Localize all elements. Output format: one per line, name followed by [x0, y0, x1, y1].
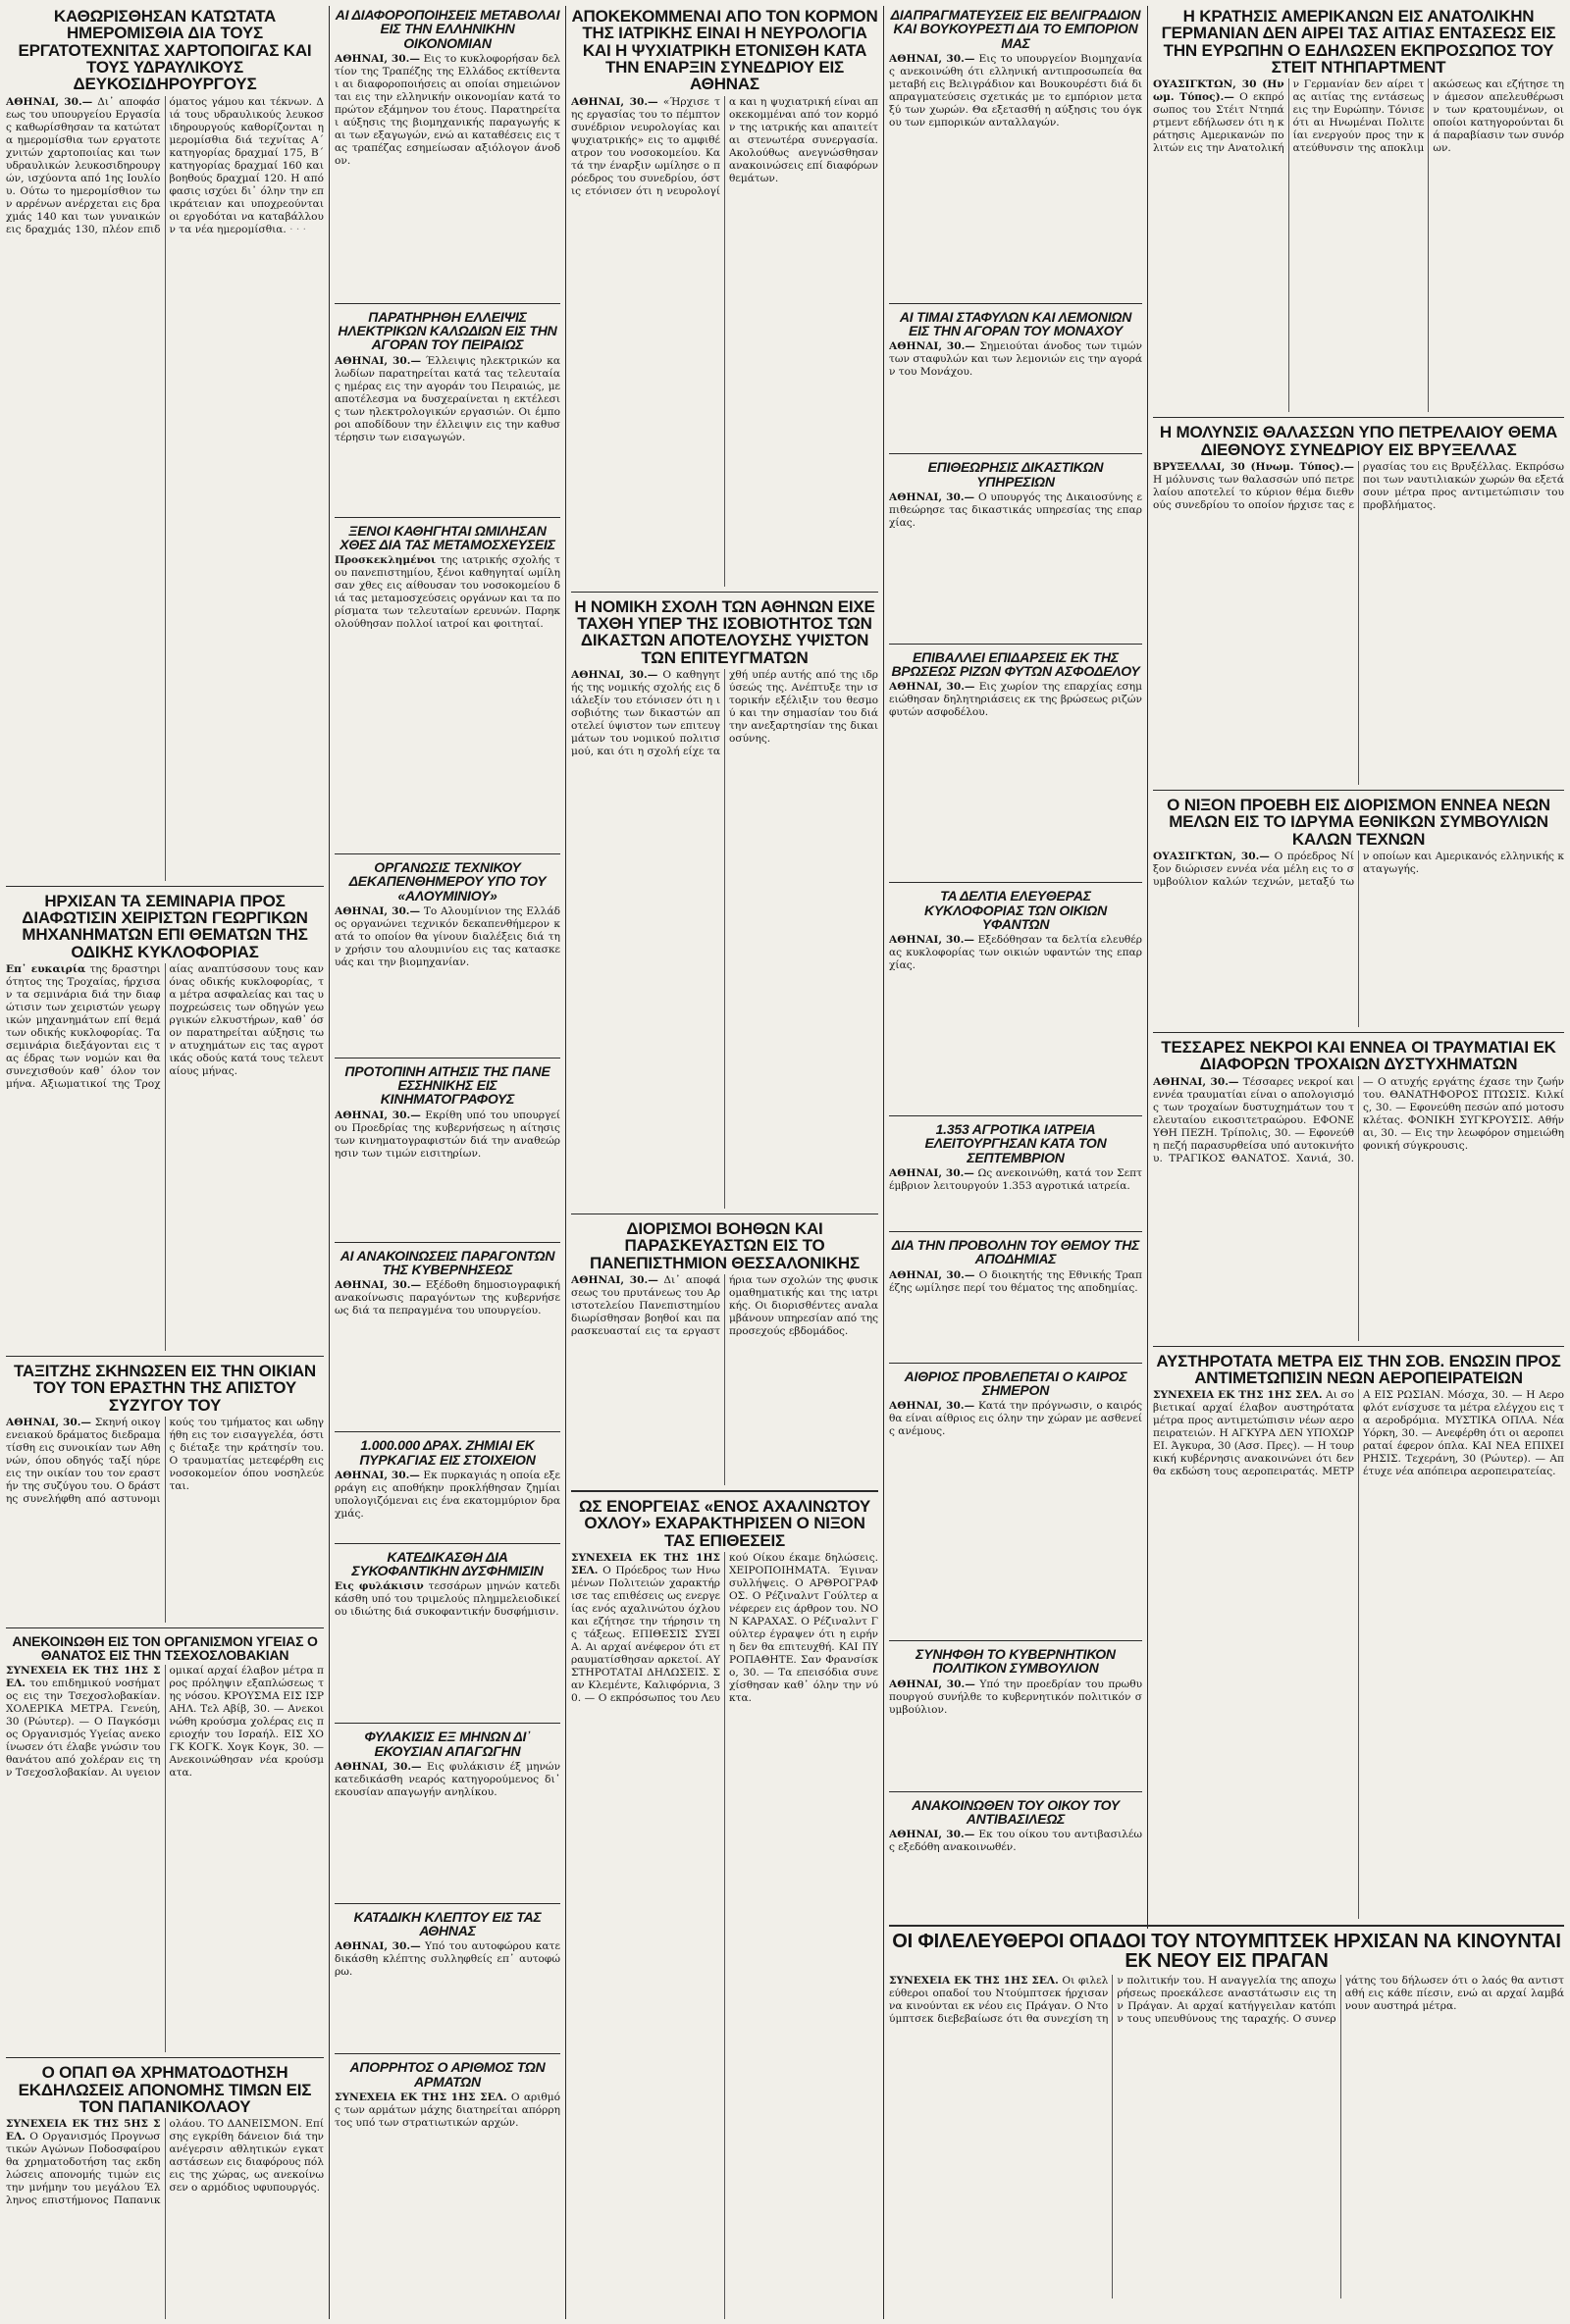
headline: ΦΥΛΑΚΙΣΙΣ ΕΞ ΜΗΝΩΝ ΔΙ᾽ ΕΚΟΥΣΙΑΝ ΑΠΑΓΩΓΗΝ	[364, 1729, 531, 1759]
article-nixon-arts	[1153, 795, 1564, 1027]
article-regent	[889, 1796, 1142, 1919]
headline: ΠΑΡΑΤΗΡΗΘΗ ΕΛΛΕΙΨΙΣ ΗΛΕΚΤΡΙΚΩΝ ΚΑΛΩΔΙΩΝ ΕΙΣ ΤΗΝ ΑΓΟΡΑΝ ΤΟΥ ΠΕΙΡΑΙΩΣ	[338, 308, 557, 353]
article-cables	[335, 308, 560, 512]
article-body: ΑΘΗΝΑΙ, 30.— Τέσσαρες νεκροί και εννέα τραυματίαι είναι ο απολογισμός των τροχαίων δυστυχημάτων του τελευταίου εικοσιτετραώρου. ΕΦΟΝΕΥΘΗ ΠΕΖΗ. Τρίπολις, 30. — Εφονεύθη πεζή παρασυρθείσα υπό αυτοκινήτου. ΤΡΑΓΙΚΟΣ ΘΑΝΑΤΟΣ. Χανιά, 30. — Ο ατυχής εργάτης έχασε την ζωήν του. ΘΑΝΑΤΗΦΟΡΟΣ ΠΤΩΣΙΣ. Κιλκίς, 30. — Εφονεύθη πεσών από μοτοσυκλέτας. ΦΟΝΙΚΗ ΣΥΓΚΡΟΥΣΙΣ. Αθήναι, 30. — Εις την λεωφόρον σημειώθη φονική σύγκρουσις.	[1153, 1075, 1564, 1164]
article-body: ΑΘΗΝΑΙ, 30.— Υπό την προεδρίαν του πρωθυπουργού συνήλθε το κυβερνητικόν πολιτικόν συμβούλιον.	[889, 1678, 1142, 1716]
article-body: ΑΘΗΝΑΙ, 30.— Εις το κυκλοφορήσαν δελτίον της Τραπέζης της Ελλάδος εκτίθενται αι διαφοροποιήσεις αι οποίαι σημειώνονται εις την ελληνικήν οικονομίαν κατά το πρώτον εξάμηνον του έτους. Παρατηρείται αύξησις της βιομηχανικής παραγωγής και των εξαγωγών, ενώ αι καταθέσεις εις τας τραπέζας εσημείωσαν αξιόλογον άνοδον.	[335, 52, 560, 167]
article-body: ΑΘΗΝΑΙ, 30.— Κατά την πρόγνωσιν, ο καιρός θα είναι αίθριος εις όλην την χώραν με ασθενείς ανέμους.	[889, 1400, 1142, 1438]
article-body: ΣΥΝΕΧΕΙΑ ΕΚ ΤΗΣ 1ΗΣ ΣΕΛ. Ο Πρόεδρος των Ηνωμένων Πολιτειών χαρακτήρισε τας επιθέσεις ως ενεργείας ενός αχαλινώτου όχλου και εζήτησε την τήρησιν της τάξεως. ΕΠΙΘΕΣΙΣ ΣΥΞΙΑ. Αι αρχαί ανέφερον ότι ετραυματίσθησαν αρκετοί. ΑΥΣΤΗΡΟΤΑΤΑΙ ΔΗΛΩΣΕΙΣ. Σαν Κλεμέντε, Καλιφόρνια, 30. — Ο εκπρόσωπος του Λευκού Οίκου έκαμε δηλώσεις. ΧΕΙΡΟΠΟΙΗΜΑΤΑ. Έγιναν συλλήψεις. Ο ΑΡΘΡΟΓΡΑΦΟΣ. Ο Ρέζιναλντ Γούλτερ ανέφερεν εις άρθρον του. ΝΟΝ ΚΑΡΑΧΑΣ. Ο Ρέζιναλντ Γούλτερ έγραψεν ότι η ειρήνη δεν θα επιτευχθή. ΚΑΙ ΠΥΡΟΠΑΘΗΤΕ. Σαν Φρανσίσκο, 30. — Τα επεισόδια συνεχίσθησαν καθ᾽ όλην την νύκτα.	[571, 1551, 878, 1704]
headline: ΕΠΙΒΑΛΛΕΙ ΕΠΙΔΑΡΣΕΙΣ ΕΚ ΤΗΣ ΒΡΩΣΕΩΣ ΡΙΖΩΝ ΦΥΤΩΝ ΑΣΦΟΔΕΛΟΥ	[891, 648, 1140, 680]
article-body: ΑΘΗΝΑΙ, 30.— Εκ πυρκαγιάς η οποία εξερράγη εις αποθήκην προκλήθησαν ζημίαι υπολογιζόμεναι εις ένα εκατομμύριον δραχμάς.	[335, 1469, 560, 1520]
article-body: ΣΥΝΕΧΕΙΑ ΕΚ ΤΗΣ 1ΗΣ ΣΕΛ. Ο αριθμός των αρμάτων μάχης διατηρείται απόρρητος υπό των στρατιωτικών αρχών.	[335, 2091, 560, 2129]
headline: ΟΙ ΦΙΛΕΛΕΥΘΕΡΟΙ ΟΠΑΔΟΙ ΤΟΥ ΝΤΟΥΜΠΤΣΕΚ ΗΡΧΙΣΑΝ ΝΑ ΚΙΝΟΥΝΤΑΙ ΕΚ ΝΕΟΥ ΕΙΣ ΠΡΑΓΑΝ	[892, 1931, 1561, 1973]
article-grapes-lemons	[889, 308, 1142, 449]
headline: ΑΠΟΚΕΚΟΜΜΕΝΑΙ ΑΠΟ ΤΟΝ ΚΟΡΜΟΝ ΤΗΣ ΙΑΤΡΙΚΗΣ ΕΙΝΑΙ Η ΝΕΥΡΟΛΟΓΙΑ ΚΑΙ Η ΨΥΧΙΑΤΡΙΚΗ ΕΤΟΝΙΣΘΗ ΚΑΤΑ ΤΗΝ ΕΝΑΡΞΙΝ ΣΥΝΕΔΡΙΟΥ ΕΙΣ ΑΘΗΝΑΣ	[571, 7, 878, 94]
article-body: ΒΡΥΞΕΛΛΑΙ, 30 (Ηνωμ. Τύπος).— Η μόλυνσις των θαλασσών υπό πετρελαίου αποτελεί το κύριον θέμα διεθνούς συνεδρίου το οποίον ήρχισε τας εργασίας του εις Βρυξέλλας. Εκπρόσωποι των ναυτιλιακών χωρών θα εξετάσουν μέτρα προς αντιμετώπισιν του προβλήματος.	[1153, 460, 1564, 511]
headline: ΑΙΘΡΙΟΣ ΠΡΟΒΛΕΠΕΤΑΙ Ο ΚΑΙΡΟΣ ΣΗΜΕΡΟΝ	[904, 1368, 1127, 1398]
article-body: ΑΘΗΝΑΙ, 30.— Ως ανεκοινώθη, κατά τον Σεπτέμβριον λειτουργούν 1.353 αγροτικά ιατρεία.	[889, 1166, 1142, 1192]
article-body: ΑΘΗΝΑΙ, 30.— Εις χωρίον της επαρχίας εσημειώθησαν δηλητηριάσεις εκ της βρώσεως ριζών φυτών ασφοδέλου.	[889, 681, 1142, 719]
article-body: ΑΘΗΝΑΙ, 30.— Ο διοικητής της Εθνικής Τραπέζης ωμίλησε περί του θέματος της αποδημίας.	[889, 1268, 1142, 1294]
article-body: Προσκεκλημένοι της ιατρικής σχολής του πανεπιστημίου, ξένοι καθηγηταί ωμίλησαν χθες εις αίθουσαν του νοσοκομείου διά τας μεταμοσχεύσεις οργάνων και τα πορίσματα των τελευταίων ερευνών. Παρηκολούθησαν πολλοί ιατροί και φοιτηταί.	[335, 554, 560, 631]
article-law-school	[571, 596, 878, 1209]
headline: Η ΝΟΜΙΚΗ ΣΧΟΛΗ ΤΩΝ ΑΘΗΝΩΝ ΕΙΧΕ ΤΑΧΘΗ ΥΠΕΡ ΤΗΣ ΙΣΟΒΙΟΤΗΤΟΣ ΤΩΝ ΔΙΚΑΣΤΩΝ ΑΠΟΤΕΛΟΥΣΗΣ ΥΨΙΣΤΟΝ ΤΩΝ ΕΠΙΤΕΥΓΜΑΤΩΝ	[574, 596, 875, 667]
article-body: ΑΘΗΝΑΙ, 30.— «Ήρχισε της εργασίας του το πέμπτον συνέδριον νευρολογίας και ψυχιατρικής» εις το αμφιθέατρον του νοσοκομείου. Κατά την έναρξιν ωμίλησε ο πρόεδρος του συνεδρίου, όστις ετόνισεν ότι η νευρολογία και η ψυχιατρική είναι αποκεκομμέναι από τον κορμόν της ιατρικής και απαιτείται στενωτέρα συνεργασία. Ακολούθως ανεγνώσθησαν ανακοινώσεις επί διαφόρων θεμάτων.	[571, 95, 878, 197]
article-economy	[335, 6, 560, 298]
article-hijackings	[1153, 1351, 1564, 1919]
headline: ΚΑΤΕΔΙΚΑΣΘΗ ΔΙΑ ΣΥΚΟΦΑΝΤΙΚΗΝ ΔΥΣΦΗΜΙΣΙΝ	[351, 1548, 544, 1579]
article-abduction	[335, 1728, 560, 1898]
article-body: Εις φυλάκισιν τεσσάρων μηνών κατεδικάσθη υπό του τριμελούς πλημμελειοδικείου ιδιώτης διά συκοφαντικήν δυσφήμισιν.	[335, 1580, 560, 1619]
article-university-appointments	[571, 1218, 878, 1485]
headline: ΑΥΣΤΗΡΟΤΑΤΑ ΜΕΤΡΑ ΕΙΣ ΤΗΝ ΣΟΒ. ΕΝΩΣΙΝ ΠΡΟΣ ΑΝΤΙΜΕΤΩΠΙΣΙΝ ΝΕΩΝ ΑΕΡΟΠΕΙΡΑΤΕΙΩΝ	[1156, 1351, 1561, 1387]
article-fire	[335, 1436, 560, 1538]
headline: ΑΝΕΚΟΙΝΩΘΗ ΕΙΣ ΤΟΝ ΟΡΓΑΝΙΣΜΟΝ ΥΓΕΙΑΣ Ο ΘΑΝΑΤΟΣ ΕΙΣ ΤΗΝ ΤΣΕΧΟΣΛΟΒΑΚΙΑΝ	[12, 1632, 318, 1664]
article-who-cholera	[6, 1632, 324, 2053]
article-body: ΑΘΗΝΑΙ, 30.— Σκηνή οικογενειακού δράματος διεδραματίσθη εις συνοικίαν των Αθηνών, όπου οδηγός ταξί ηύρε εις την οικίαν του τον εραστήν της συζύγου του. Ο δράστης συνελήφθη από αστυνομικούς του τμήματος και ωδηγήθη εις τον εισαγγελέα, όστις διέταξε την κράτησίν του. Ο τραυματίας μετεφέρθη εις νοσοκομείον όπου νοσηλεύεται.	[6, 1416, 324, 1505]
article-body: ΑΘΗΝΑΙ, 30.— Εξέδοθη δημοσιογραφική ανακοίνωσις παραγόντων της κυβερνήσεως διά τα πεπραγμένα του υπουργείου.	[335, 1279, 560, 1317]
article-body: ΣΥΝΕΧΕΙΑ ΕΚ ΤΗΣ 5ΗΣ ΣΕΛ. Ο Οργανισμός Προγνωστικών Αγώνων Ποδοσφαίρου θα χρηματοδοτήση τας εκδηλώσεις απονομής τιμών εις την μνήμην του μεγάλου Έλληνος επιστήμονος Παπανικολάου. ΤΟ ΔΑΝΕΙΣΜΟΝ. Επίσης εγκρίθη δάνειον διά την ανέγερσιν αθλητικών εγκαταστάσεων εις διαφόρους πόλεις της χώρας, ως ανεκοίνωσεν ο αρμόδιος υφυπουργός.	[6, 2118, 324, 2207]
article-judicial-inspection	[889, 458, 1142, 639]
column-rule	[883, 6, 884, 2319]
article-nixon-mob	[571, 1496, 878, 2319]
article-body: ΑΘΗΝΑΙ, 30.— Εκ του οίκου του αντιβασιλέως εξεδόθη ανακοινωθέν.	[889, 1829, 1142, 1854]
headline: ΑΙ ΑΝΑΚΟΙΝΩΣΕΙΣ ΠΑΡΑΓΟΝΤΩΝ ΤΗΣ ΚΥΒΕΡΝΗΣΕΩΣ	[340, 1247, 555, 1277]
headline: ΔΙΟΡΙΣΜΟΙ ΒΟΗΘΩΝ ΚΑΙ ΠΑΡΑΣΚΕΥΑΣΤΩΝ ΕΙΣ ΤΟ ΠΑΝΕΠΙΣΤΗΜΙΟΝ ΘΕΣΣΑΛΟΝΙΚΗΣ	[589, 1218, 861, 1272]
article-tanks	[335, 2058, 560, 2288]
article-weather	[889, 1368, 1142, 1636]
article-oil-pollution	[1153, 422, 1564, 785]
column-rule	[565, 6, 566, 2319]
article-body: ΑΘΗΝΑΙ, 30.— Σημειούται άνοδος των τιμών των σταφυλών και των λεμονιών εις την αγοράν του Μονάχου.	[889, 340, 1142, 379]
article-body: ΟΥΑΣΙΓΚΤΩΝ, 30.— Ο πρόεδρος Νίξον διώρισεν εννέα νέα μέλη εις το συμβούλιον καλών τεχνών, μεταξύ των οποίων και Αμερικανός ελληνικής καταγωγής.	[1153, 850, 1564, 888]
column-3	[571, 6, 878, 2319]
article-neurology	[571, 6, 878, 587]
headline: ΑΙ ΔΙΑΦΟΡΟΠΟΙΗΣΕΙΣ ΜΕΤΑΒΟΛΑΙ ΕΙΣ ΤΗΝ ΕΛΛΗΝΙΚΗΝ ΟΙΚΟΝΟΜΙΑΝ	[335, 7, 560, 51]
article-body: ΑΘΗΝΑΙ, 30.— Έλλειψις ηλεκτρικών καλωδίων παρατηρείται κατά τας τελευταίας ημέρας εις την αγοράν του Πειραιώς, με αποτέλεσμα να δυσχεραίνεται η εκτέλεσις των ηλεκτρολογικών εργασιών. Οι έμποροι αποδίδουν την έλλειψιν εις την καθυστέρησιν των εισαγωγών.	[335, 354, 560, 443]
headline: ΠΡΟΤΟΠΙΝΗ ΑΙΤΗΣΙΣ ΤΗΣ ΠΑΝΕ ΕΣΣΗΝΙΚΗΣ ΕΙΣ ΚΙΝΗΜΑΤΟΓΡΑΦΟΥΣ	[344, 1062, 550, 1108]
column-rule	[329, 6, 330, 2319]
column-2	[335, 6, 560, 2319]
headline: ΗΡΧΙΣΑΝ ΤΑ ΣΕΜΙΝΑΡΙΑ ΠΡΟΣ ΔΙΑΦΩΤΙΣΙΝ ΧΕΙΡΙΣΤΩΝ ΓΕΩΡΓΙΚΩΝ ΜΗΧΑΝΗΜΑΤΩΝ ΕΠΙ ΘΕΜΑΤΩΝ ΤΗΣ ΟΔΙΚΗΣ ΚΥΚΛΟΦΟΡΙΑΣ	[22, 891, 308, 961]
article-rural-clinics	[889, 1120, 1142, 1226]
article-negotiations	[889, 6, 1142, 298]
article-thief	[335, 1908, 560, 2049]
article-body: ΑΘΗΝΑΙ, 30.— Υπό του αυτοφώρου κατεδικάσθη κλέπτης συλληφθείς επ᾽ αυτοφώρω.	[335, 1940, 560, 1979]
headline: 1.353 ΑΓΡΟΤΙΚΑ ΙΑΤΡΕΙΑ ΕΛΕΙΤΟΥΡΓΗΣΑΝ ΚΑΤΑ ΤΟΝ ΣΕΠΤΕΜΒΡΙΟΝ	[924, 1121, 1107, 1165]
article-body: ΣΥΝΕΧΕΙΑ ΕΚ ΤΗΣ 1ΗΣ ΣΕΛ. Αι σοβιετικαί αρχαί έλαβον αυστηρότατα μέτρα προς αντιμετώπισιν νέων αεροπειρατειών. Η ΑΓΚΥΡΑ ΔΕΝ ΥΠΟΧΩΡΕΙ. Άγκυρα, 30 (Ασσ. Πρες). — Η τουρκική κυβέρνησις ανακοινώνει ότι δεν θα εκδώση τους αεροπειρατάς. ΜΕΤΡΑ ΕΙΣ ΡΩΣΙΑΝ. Μόσχα, 30. — Η Αεροφλότ ενίσχυσε τα μέτρα ελέγχου εις τα αεροδρόμια. ΜΥΣΤΙΚΑ ΟΠΛΑ. Νέα Υόρκη, 30. — Ανεφέρθη ότι οι αεροπειραταί έφερον όπλα. ΚΑΙ ΝΕΑ ΕΠΙΧΕΙΡΗΣΙΣ. Τεχεράνη, 30 (Ρώυτερ). — Απέτυχε νέα απόπειρα αεροπειρατείας.	[1153, 1389, 1564, 1478]
article-taxi-driver	[6, 1361, 324, 1623]
article-asphodel	[889, 648, 1142, 878]
headline: ΣΥΝΗΦΘΗ ΤΟ ΚΥΒΕΡΝΗΤΙΚΟΝ ΠΟΛΙΤΙΚΟΝ ΣΥΜΒΟΥΛΙΟΝ	[916, 1646, 1116, 1677]
headline: Ο ΝΙΞΟΝ ΠΡΟΕΒΗ ΕΙΣ ΔΙΟΡΙΣΜΟΝ ΕΝΝΕΑ ΝΕΩΝ ΜΕΛΩΝ ΕΙΣ ΤΟ ΙΔΡΥΜΑ ΕΘΝΙΚΩΝ ΣΥΜΒΟΥΛΙΩΝ ΚΑΛΩΝ ΤΕΧΝΩΝ	[1167, 795, 1550, 849]
headline: ΞΕΝΟΙ ΚΑΘΗΓΗΤΑΙ ΩΜΙΛΗΣΑΝ ΧΘΕΣ ΔΙΑ ΤΑΣ ΜΕΤΑΜΟΣΧΕΥΣΕΙΣ	[340, 522, 555, 552]
article-body: ΑΘΗΝΑΙ, 30.— Εξεδόθησαν τα δελτία ελευθέρας κυκλοφορίας των οικιών υφαντών της επαρχίας.	[889, 934, 1142, 972]
article-road-accidents	[1153, 1037, 1564, 1341]
article-body: ΑΘΗΝΑΙ, 30.— Δι᾽ αποφάσεως του υπουργείου Εργασίας καθωρίσθησαν τα κατώτατα ημερομίσθια των εργατοτεχνιτών χαρτοποιίας και των υδραυλικών λευκοσιδηρουργών, ισχύοντα από 1ης Ιουλίου. Ούτω το ημερομίσθιον των αρρένων ανέρχεται εις δραχμάς 140 και των γυναικών εις δραχμάς 130, πλέον επιδόματος γάμου και τέκνων. Διά τους υδραυλικούς λευκοσιδηρουργούς καθορίζονται ημερομίσθια διά τεχνίτας Α΄ κατηγορίας δραχμαί 175, Β΄ κατηγορίας δραχμαί 160 και βοηθούς δραχμαί 120. Η απόφασις ισχύει δι᾽ όλην την επικράτειαν και υποχρεούνται οι εργοδόται να καταβάλλουν τα νέα ημερομίσθια. · · ·	[6, 95, 324, 235]
headline: ΔΙΑ ΤΗΝ ΠΡΟΒΟΛΗΝ ΤΟΥ ΘΕΜΟΥ ΤΗΣ ΑΠΟΔΗΜΙΑΣ	[891, 1236, 1140, 1267]
article-body: ΣΥΝΕΧΕΙΑ ΕΚ ΤΗΣ 1ΗΣ ΣΕΛ. του επιδημικού νοσήματος εις την Τσεχοσλοβακίαν. ΧΟΛΕΡΙΚΑ ΜΕΤΡΑ. Γενεύη, 30 (Ρώυτερ). — Ο Παγκόσμιος Οργανισμός Υγείας ανεκοίνωσεν ότι έλαβε γνώσιν του θανάτου από χολέραν εις την Τσεχοσλοβακίαν. Αι υγειονομικαί αρχαί έλαβον μέτρα προς πρόληψιν εξαπλώσεως της νόσου. ΚΡΟΥΣΜΑ ΕΙΣ ΙΣΡΑΗΛ. Τελ Αβίβ, 30. — Ανεκοινώθη κρούσμα χολέρας εις περιοχήν του Ισραήλ. ΕΙΣ ΧΟΓΚ ΚΟΓΚ. Χογκ Κογκ, 30. — Ανεκοινώθησαν νέα κρούσματα.	[6, 1665, 324, 1780]
headline: ΔΙΑΠΡΑΓΜΑΤΕΥΣΕΙΣ ΕΙΣ ΒΕΛΙΓΡΑΔΙΟΝ ΚΑΙ ΒΟΥΚΟΥΡΕΣΤΙ ΔΙΑ ΤΟ ΕΜΠΟΡΙΟΝ ΜΑΣ	[890, 7, 1141, 51]
headline: Η ΚΡΑΤΗΣΙΣ ΑΜΕΡΙΚΑΝΩΝ ΕΙΣ ΑΝΑΤΟΛΙΚΗΝ ΓΕΡΜΑΝΙΑΝ ΔΕΝ ΑΙΡΕΙ ΤΑΣ ΑΙΤΙΑΣ ΕΝΤΑΣΕΩΣ ΕΙΣ ΤΗΝ ΕΥΡΩΠΗΝ Ο ΕΔΗΛΩΣΕΝ ΕΚΠΡΟΣΩΠΟΣ ΤΟΥ ΣΤΕΙΤ ΝΤΗΠΑΡΤΜΕΝΤ	[1161, 7, 1556, 77]
article-minimum-wages	[6, 6, 324, 881]
article-body: ΑΘΗΝΑΙ, 30.— Δι᾽ αποφάσεως του πρυτάνεως του Αριστοτελείου Πανεπιστημίου διωρίσθησαν βοηθοί και παρασκευασταί εις τα εργαστήρια των σχολών της φυσικομαθηματικής και της ιατρικής. Οι διορισθέντες αναλαμβάνουν υπηρεσίαν από της προσεχούς εβδομάδος.	[571, 1273, 878, 1337]
article-government	[335, 1247, 560, 1427]
article-weavers	[889, 887, 1142, 1110]
article-cinemas	[335, 1062, 560, 1237]
article-body: ΑΘΗΝΑΙ, 30.— Εκρίθη υπό του υπουργείου Προεδρίας της κυβερνήσεως η αίτησις των κινηματογραφιστών διά την αναθεώρησιν των τιμών εισιτηρίων.	[335, 1109, 560, 1160]
article-dubcek	[889, 1925, 1564, 2321]
article-body: ΑΘΗΝΑΙ, 30.— Εις φυλάκισιν έξ μηνών κατεδικάσθη νεαρός κατηγορούμενος δι᾽ εκουσίαν απαγωγήν ανηλίκου.	[335, 1760, 560, 1798]
article-transplants	[335, 522, 560, 850]
column-4	[889, 6, 1142, 1919]
article-council	[889, 1645, 1142, 1786]
headline: ΕΠΙΘΕΩΡΗΣΙΣ ΔΙΚΑΣΤΙΚΩΝ ΥΠΗΡΕΣΙΩΝ	[927, 459, 1104, 490]
headline: ΚΑΤΑΔΙΚΗ ΚΛΕΠΤΟΥ ΕΙΣ ΤΑΣ ΑΘΗΝΑΣ	[353, 1908, 542, 1939]
column-1	[6, 6, 324, 2319]
headline: ΤΑ ΔΕΛΤΙΑ ΕΛΕΥΘΕΡΑΣ ΚΥΚΛΟΦΟΡΙΑΣ ΤΩΝ ΟΙΚΙΩΝ ΥΦΑΝΤΩΝ	[923, 888, 1108, 932]
article-body: Επ᾽ ευκαιρία της δραστηριότητος της Τροχαίας, ήρχισαν τα σεμινάρια διά την διαφώτισιν των χειριστών γεωργικών μηχανημάτων επί θεμάτων οδικής κυκλοφορίας. Τα σεμινάρια διεξάγονται εις τας έδρας των νομών και θα συνεχισθούν καθ᾽ όλον τον μήνα. Αξιωματικοί της Τροχαίας αναπτύσσουν τους κανόνας οδικής κυκλοφορίας, τα μέτρα ασφαλείας και τας υποχρεώσεις των οδηγών γεωργικών ελκυστήρων, καθ᾽ όσον παρατηρείται αύξησις των ατυχημάτων εις τας αγροτικάς οδούς κατά τους τελευταίους μήνας.	[6, 962, 324, 1090]
article-body: ΑΘΗΝΑΙ, 30.— Ο καθηγητής της νομικής σχολής εις διάλεξίν του ετόνισεν ότι η ισοβιότης των δικαστών αποτελεί ύψιστον των επιτευγμάτων του νομικού πολιτισμού, και ότι η σχολή είχε ταχθή υπέρ αυτής από της ιδρύσεώς της. Ανέπτυξε την ιστορικήν εξέλιξιν του θεσμού και την σημασίαν του διά την ανεξαρτησίαν της δικαιοσύνης.	[571, 668, 878, 757]
article-body: ΑΘΗΝΑΙ, 30.— Ο υπουργός της Δικαιοσύνης επιθεώρησε τας δικαστικάς υπηρεσίας της επαρχίας.	[889, 491, 1142, 529]
article-body: ΣΥΝΕΧΕΙΑ ΕΚ ΤΗΣ 1ΗΣ ΣΕΛ. Οι φιλελεύθεροι οπαδοί του Ντούμπτσεκ ήρχισαν να κινούνται εκ νέου εις Πράγαν. Ο Ντούμπτσεκ διεβεβαίωσε ότι θα συνεχίση την πολιτικήν του. Η αναγγελία της αποχωρήσεως προεκάλεσε αναστάτωσιν εις την Πράγαν. Αι αρχαί κατήγγειλαν κατόπιν τους υπευθύνους της ταραχής. Ο συνεργάτης του δήλωσεν ότι ο λαός θα αντισταθή εις κάθε πίεσιν, ενώ αι αρχαί λαμβάνουν αυστηρά μέτρα.	[889, 1974, 1564, 2025]
headline: ΑΙ ΤΙΜΑΙ ΣΤΑΦΥΛΩΝ ΚΑΙ ΛΕΜΟΝΙΩΝ ΕΙΣ ΤΗΝ ΑΓΟΡΑΝ ΤΟΥ ΜΟΝΑΧΟΥ	[899, 308, 1132, 339]
headline: ΤΑΞΙΤΖΗΣ ΣΚΗΝΩΣΕΝ ΕΙΣ ΤΗΝ ΟΙΚΙΑΝ ΤΟΥ ΤΟΝ ΕΡΑΣΤΗΝ ΤΗΣ ΑΠΙΣΤΟΥ ΣΥΖΥΓΟΥ ΤΟΥ	[14, 1361, 316, 1415]
headline: Η ΜΟΛΥΝΣΙΣ ΘΑΛΑΣΣΩΝ ΥΠΟ ΠΕΤΡΕΛΑΙΟΥ ΘΕΜΑ ΔΙΕΘΝΟΥΣ ΣΥΝΕΔΡΙΟΥ ΕΙΣ ΒΡΥΞΕΛΛΑΣ	[1159, 423, 1558, 459]
article-aluminium	[335, 858, 560, 1053]
article-defamation	[335, 1548, 560, 1719]
headline: ΟΡΓΑΝΩΣΙΣ ΤΕΧΝΙΚΟΥ ΔΕΚΑΠΕΝΘΗΜΕΡΟΥ ΥΠΟ ΤΟΥ «ΑΛΟΥΜΙΝΙΟΥ»	[348, 859, 547, 904]
headline: ΑΝΑΚΟΙΝΩΘΕΝ ΤΟΥ ΟΙΚΟΥ ΤΟΥ ΑΝΤΙΒΑΣΙΛΕΩΣ	[912, 1796, 1120, 1827]
article-body: ΑΘΗΝΑΙ, 30.— Εις το υπουργείον Βιομηχανίας ανεκοινώθη ότι ελληνική αντιπροσωπεία θα μεταβή εις Βελιγράδιον και Βουκουρέστι διά διαπραγματεύσεις σχετικάς με το εμπόριον μεταξύ των χωρών. Θα εξετασθή η αύξησις του όγκου των εμπορικών ανταλλαγών.	[889, 52, 1142, 129]
headline: 1.000.000 ΔΡΑΧ. ΖΗΜΙΑΙ ΕΚ ΠΥΡΚΑΓΙΑΣ ΕΙΣ ΣΤΟΙΧΕΙΟΝ	[359, 1437, 536, 1468]
headline: ΩΣ ΕΝΟΡΓΕΙΑΣ «ΕΝΟΣ ΑΧΑΛΙΝΩΤΟΥ ΟΧΛΟΥ» ΕΧΑΡΑΚΤΗΡΙΣΕΝ Ο ΝΙΞΟΝ ΤΑΣ ΕΠΙΘΕΣΕΙΣ	[578, 1496, 871, 1550]
article-east-germany	[1153, 6, 1564, 412]
article-body: ΑΘΗΝΑΙ, 30.— Το Αλουμίνιον της Ελλάδος οργανώνει τεχνικόν δεκαπενθήμερον κατά το οποίον θα γίνουν διαλέξεις διά την χρήσιν του αλουμινίου εις τας κατασκευάς και την βιομηχανίαν.	[335, 904, 560, 968]
column-5	[1153, 6, 1564, 1919]
column-rule	[1147, 6, 1148, 1929]
article-body: ΟΥΑΣΙΓΚΤΩΝ, 30 (Ηνωμ. Τύπος).— Ο εκπρόσωπος του Στέιτ Ντηπάρτμεντ εδήλωσεν ότι η κράτησις Αμερικανών πολιτών εις την Ανατολικήν Γερμανίαν δεν αίρει τας αιτίας της εντάσεως εις την Ευρώπην. Τόνισε ότι αι Ηνωμέναι Πολιτείαι ενεργούν προς την κατεύθυνσιν της αποκλιμακώσεως και εζήτησε την άμεσον απελευθέρωσιν των κρατουμένων, οι οποίοι κατηγορούνται διά παραβίασιν των συνόρων.	[1153, 78, 1564, 155]
headline: ΑΠΟΡΡΗΤΟΣ Ο ΑΡΙΘΜΟΣ ΤΩΝ ΑΡΜΑΤΩΝ	[349, 2059, 546, 2090]
headline: ΤΕΣΣΑΡΕΣ ΝΕΚΡΟΙ ΚΑΙ ΕΝΝΕΑ ΟΙ ΤΡΑΥΜΑΤΙΑΙ ΕΚ ΔΙΑΦΟΡΩΝ ΤΡΟΧΑΙΩΝ ΔΥΣΤΥΧΗΜΑΤΩΝ	[1161, 1037, 1556, 1074]
article-tractor-seminars	[6, 891, 324, 1351]
article-emigration	[889, 1236, 1142, 1358]
article-opap	[6, 2062, 324, 2319]
headline: ΚΑΘΩΡΙΣΘΗΣΑΝ ΚΑΤΩΤΑΤΑ ΗΜΕΡΟΜΙΣΘΙΑ ΔΙΑ ΤΟΥΣ ΕΡΓΑΤΟΤΕΧΝΙΤΑΣ ΧΑΡΤΟΠΟΙΓΑΣ ΚΑΙ ΤΟΥΣ ΥΔΡΑΥΛΙΚΟΥΣ ΔΕΥΚΟΣΙΔΗΡΟΥΡΓΟΥΣ	[18, 7, 312, 94]
headline: Ο ΟΠΑΠ ΘΑ ΧΡΗΜΑΤΟΔΟΤΗΣΗ ΕΚΔΗΛΩΣΕΙΣ ΑΠΟΝΟΜΗΣ ΤΙΜΩΝ ΕΙΣ ΤΟΝ ΠΑΠΑΝΙΚΟΛΑΟΥ	[18, 2063, 312, 2117]
